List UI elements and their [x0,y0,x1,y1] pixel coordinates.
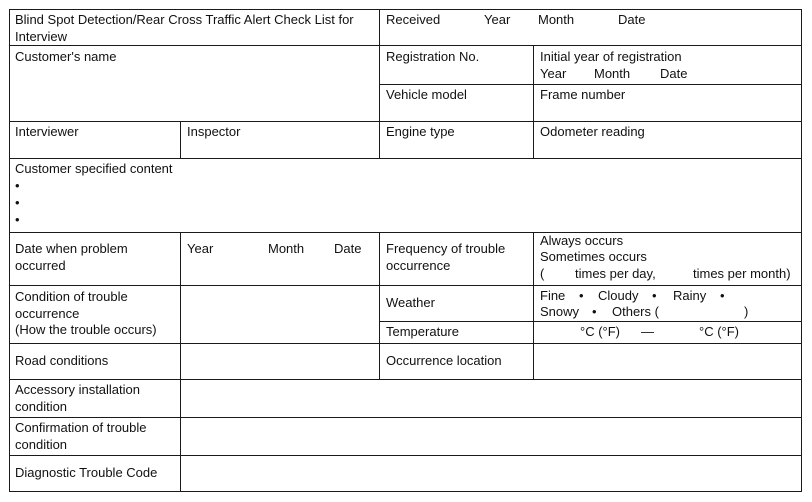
weather-dot: • [652,288,657,303]
initial-year-year: Year [540,66,567,81]
weather-rainy: Rainy [673,288,707,303]
registration-no-label: Registration No. [386,49,480,64]
border-bottom [9,491,802,492]
temperature-label: Temperature [386,324,459,339]
divider [9,232,802,233]
divider [9,455,802,456]
weather-dot: • [720,288,725,303]
divider [379,321,802,322]
weather-close-paren: ) [744,304,749,319]
initial-year-label: Initial year of registration [540,49,682,64]
divider [9,285,802,286]
divider [379,84,802,85]
divider [533,45,534,158]
customer-content-label: Customer specified content [15,161,173,176]
divider [9,121,802,122]
interview-check-list-form [9,9,802,492]
condition-sublabel: (How the trouble occurs) [15,322,157,337]
divider [9,343,802,344]
odometer-label: Odometer reading [540,124,645,139]
temperature-from-unit: °C (°F) [580,324,620,339]
bullet-3: • [15,212,20,227]
divider [9,379,802,380]
weather-fine: Fine [540,288,566,303]
temperature-to-unit: °C (°F) [699,324,739,339]
frame-number-label: Frame number [540,87,626,102]
divider [180,232,181,379]
weather-cloudy: Cloudy [598,288,639,303]
date-problem-date: Date [334,241,362,256]
condition-label: Condition of trouble occurrence [15,289,128,321]
divider [379,9,380,158]
vehicle-model-label: Vehicle model [386,87,467,102]
border-left [9,9,10,492]
received-label: Received [386,12,441,27]
weather-label: Weather [386,295,435,310]
divider [379,232,380,379]
border-top [9,9,802,10]
date-problem-label: Date when problem occurred [15,241,128,273]
bullet-1: • [15,178,20,193]
initial-year-month: Month [594,66,631,81]
received-date: Date [618,12,646,27]
initial-year-date: Date [660,66,688,81]
divider [9,45,802,46]
weather-dot: • [579,288,584,303]
frequency-sometimes: Sometimes occurs [540,249,647,264]
border-right [801,9,802,492]
divider [180,121,181,158]
temperature-dash: — [641,324,654,339]
occurrence-location-label: Occurrence location [386,353,502,368]
weather-snowy: Snowy [540,304,580,319]
frequency-always: Always occurs [540,233,624,248]
divider [9,417,802,418]
bullet-2: • [15,195,20,210]
frequency-label: Frequency of trouble occurrence [386,241,506,273]
customer-name-label: Customer's name [15,49,117,64]
date-problem-month: Month [268,241,305,256]
dtc-label: Diagnostic Trouble Code [15,465,158,480]
engine-type-label: Engine type [386,124,455,139]
divider [533,232,534,379]
received-year: Year [484,12,511,27]
inspector-label: Inspector [187,124,241,139]
weather-others: Others ( [612,304,659,319]
date-problem-year: Year [187,241,214,256]
frequency-per-day: times per day, [575,266,656,281]
divider [9,158,802,159]
frequency-per-month: times per month) [693,266,791,281]
weather-dot: • [592,304,597,319]
road-conditions-label: Road conditions [15,353,109,368]
received-month: Month [538,12,575,27]
form-title: Blind Spot Detection/Rear Cross Traffic Alert Check List for Interview [15,12,354,44]
divider [180,379,181,492]
frequency-open-paren: ( [540,266,545,281]
confirmation-label: Confirmation of trouble condition [15,420,147,452]
interviewer-label: Interviewer [15,124,79,139]
accessory-label: Accessory installation condition [15,382,140,414]
